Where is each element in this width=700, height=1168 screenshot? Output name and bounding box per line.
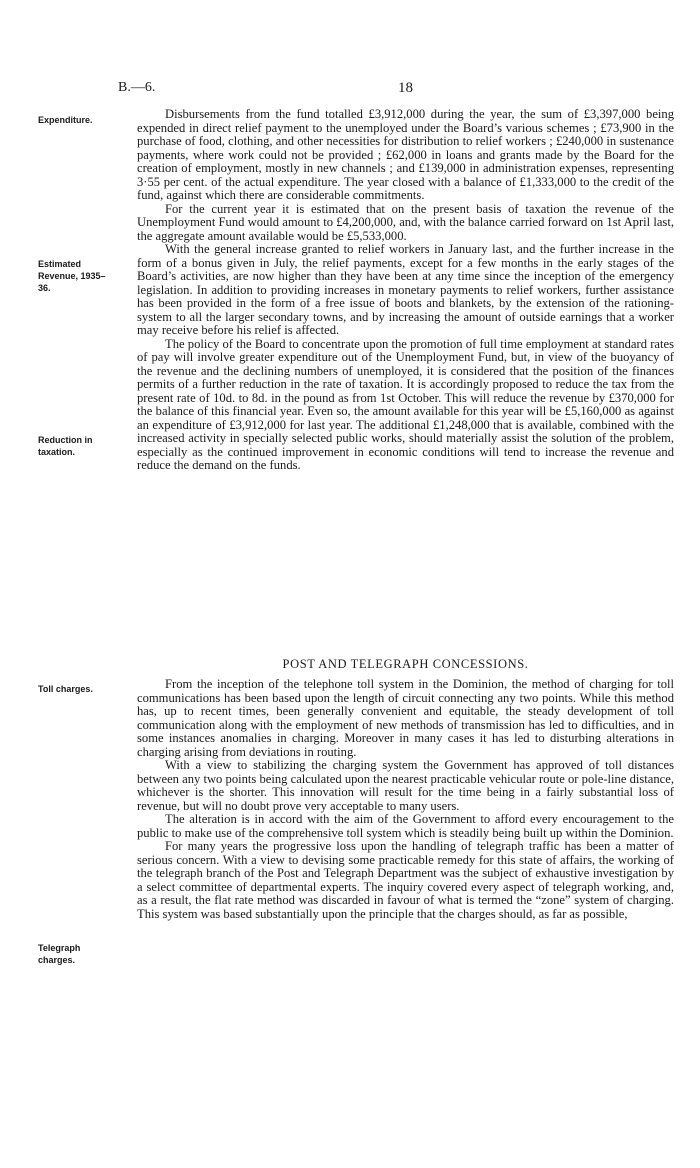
paragraph-estimated-revenue: For the current year it is estimated that on the present basis of taxation the revenue of the Unemployment Fund would amount to £4,200,000, and, with the balance carried forward on 1st April last, the aggregate amount available would be £5,533,000.: [137, 201, 674, 243]
margin-note-reduction-in-taxation: Reduction in taxation.: [38, 435, 93, 457]
paragraph-alteration-aim: The alteration is in accord with the aim of the Government to afford every encouragement to the public to make use of the comprehensive toll system which is steadily being built up within the Dominion.: [137, 812, 674, 840]
margin-note-estimated-revenue: Estimated Revenue, 1935–36.: [38, 259, 106, 293]
paragraph-taxation-reduction: The policy of the Board to concentrate upon the promotion of full time employment at standard rates of pay will involve greater expenditure out of the Unemployment Fund, but, in view of the buoyancy of the revenue and the declining numbers of unemployed, it is considered that the position of the finances permits of a further reduction in the rate of taxation. It is accordingly proposed to reduce the tax from the present rate of 10d. to 8d. in the pound as from 1st October. This will reduce the revenue by £370,000 for the balance of this financial year. Even so, the amount available for this year will be £5,160,000 as against an expenditure of £3,912,000 for last year. The additional £1,248,000 that is available, combined with the increased activity in specially selected public works, should materially assist the solution of the problem, especially as the continued improvement in economic conditions will tend to increase the revenue and reduce the demand on the funds.: [137, 336, 674, 472]
margin-note-toll-charges: Toll charges.: [38, 684, 93, 694]
margin-note-telegraph-charges: Telegraph charges.: [38, 943, 81, 965]
section-post-telegraph: [137, 678, 674, 921]
page-number: 18: [398, 80, 413, 96]
paragraph-stabilizing-charges: With a view to stabilizing the charging system the Government has approved of toll distances between any two points being calculated upon the nearest practicable vehicular route or pole-line distance, whichever is the shorter. This innovation will result for the time being in a fairly substantial loss of revenue, but will no doubt prove very acceptable to many users.: [137, 758, 674, 813]
paragraph-telegraph-traffic: For many years the progressive loss upon the handling of telegraph traffic has been a matter of serious concern. With a view to devising some practicable remedy for this state of affairs, the working of the telegraph branch of the Post and Telegraph Department was the subject of exhaustive investigation by a select committee of departmental experts. The inquiry covered every aspect of telegraph working, and, as a result, the flat rate method was discarded in favour of what is termed the “zone” system of charging. This system was based substantially upon the principle that the charges should, as far as possible,: [137, 839, 674, 921]
page-header: [118, 80, 678, 100]
paragraph-toll-system: From the inception of the telephone toll system in the Dominion, the method of charging for toll communications has been based upon the length of circuit connecting any two points. While this method has, up to recent times, been generally convenient and equitable, the steady development of toll communication along with the employment of new methods of transmission has led to difficulties, and in some instances anomalies in charging. Moreover in many cases it has led to disturbing alterations in charging arising from deviations in routing.: [137, 677, 674, 759]
paragraph-expenditure: Disbursements from the fund totalled £3,912,000 during the year, the sum of £3,397,000 being expended in direct relief payment to the unemployed under the Board’s various schemes ; £73,900 in the purchase of food, clothing, and other necessities for distribution to relief workers ; £240,000 in sustenance payments, where work could not be provided ; £62,000 in loans and grants made by the Board for the creation of employment, mostly in new channels ; and £139,000 in administration expenses, representing 3·55 per cent. of the actual expenditure. The year closed with a balance of £1,333,000 to the credit of the fund, against which there are considerable commitments.: [137, 107, 674, 202]
margin-note-expenditure: Expenditure.: [38, 115, 93, 125]
document-reference: B.—6.: [118, 80, 156, 95]
paragraph-relief-increase: With the general increase granted to relief workers in January last, and the further increase in the form of a bonus given in July, the relief payments, except for a few months in the early stages of the Board’s activities, are now higher than they have been at any time since the inception of the emergency legislation. In addition to providing increases in monetary payments to relief workers, further assistance has been provided in the form of a free issue of boots and blankets, by the extension of the rationing-system to all the larger secondary towns, and by increasing the amount of outside earnings that a worker may receive before his relief is affected.: [137, 242, 674, 337]
section-unemployment-fund: [137, 108, 674, 473]
section-heading-post-telegraph: POST AND TELEGRAPH CONCESSIONS.: [282, 657, 529, 671]
